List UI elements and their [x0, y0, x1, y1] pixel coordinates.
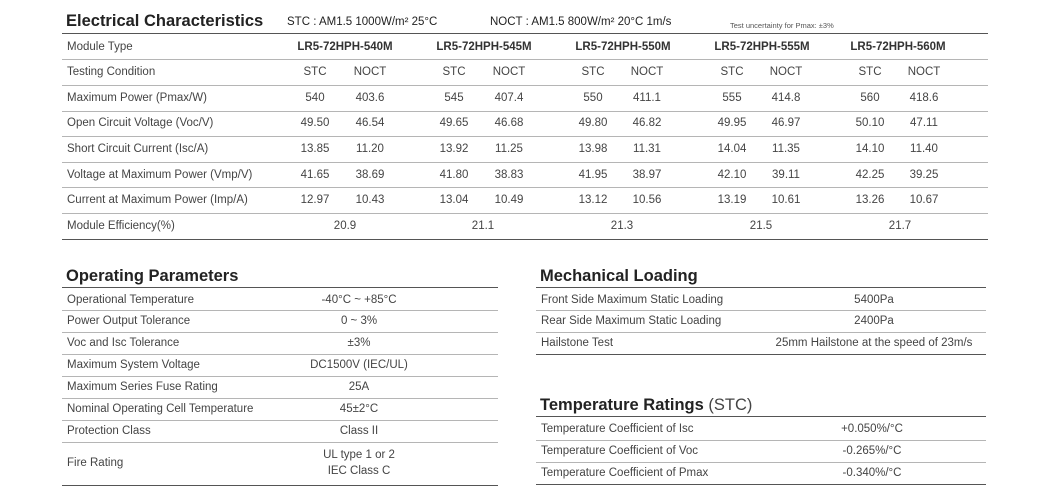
spec-value: 46.68 [494, 117, 524, 130]
spec-value: 13.85 [300, 142, 330, 155]
row-divider [536, 310, 986, 311]
spec-value: 403.6 [355, 91, 385, 104]
electrical-title: Electrical Characteristics [66, 12, 264, 30]
spec-value: 46.54 [355, 117, 385, 130]
spec-value: 42.25 [855, 168, 885, 181]
spec-row-label: Open Circuit Voltage (Voc/V) [67, 117, 214, 130]
spec-value: 407.4 [494, 91, 524, 104]
mechanical-value: 5400Pa [854, 293, 894, 306]
spec-value: 49.50 [300, 117, 330, 130]
row-divider [62, 213, 988, 214]
spec-value: 13.12 [578, 194, 608, 207]
efficiency-value: 21.7 [888, 219, 912, 232]
row-divider [62, 398, 498, 399]
row-divider [62, 310, 498, 311]
spec-value: 46.82 [632, 117, 662, 130]
spec-value: 13.04 [439, 194, 469, 207]
mechanical-top-rule [536, 287, 986, 288]
spec-value: 39.11 [772, 168, 800, 181]
operating-title: Operating Parameters [66, 267, 239, 285]
operating-bottom-rule [62, 485, 498, 486]
operating-label: Protection Class [67, 424, 151, 437]
spec-value: 13.19 [717, 194, 747, 207]
spec-value: 47.11 [910, 117, 938, 130]
spec-row-label: Maximum Power (Pmax/W) [67, 91, 207, 104]
model-header: LR5-72HPH-545M [436, 40, 532, 53]
model-header: LR5-72HPH-560M [850, 40, 946, 53]
row-divider [536, 484, 986, 485]
temperature-label: Temperature Coefficient of Pmax [541, 466, 709, 479]
operating-value: Class II [339, 424, 379, 437]
spec-value: 46.97 [771, 117, 801, 130]
operating-value: ±3% [347, 337, 371, 350]
spec-value: 418.6 [909, 91, 939, 104]
efficiency-value: 21.3 [610, 219, 634, 232]
operating-top-rule [62, 287, 498, 288]
row-divider [62, 59, 988, 60]
spec-value: 414.8 [771, 91, 801, 104]
spec-value: 555 [722, 91, 742, 104]
spec-value: 560 [860, 91, 880, 104]
row-divider [62, 332, 498, 333]
electrical-bottom-rule [62, 239, 988, 240]
spec-value: 42.10 [717, 168, 747, 181]
row-divider [536, 440, 986, 441]
operating-label: Maximum Series Fuse Rating [67, 381, 218, 394]
testing-condition-value: STC [858, 66, 882, 79]
spec-value: 550 [583, 91, 603, 104]
model-header: LR5-72HPH-555M [714, 40, 810, 53]
spec-value: 14.04 [717, 142, 747, 155]
spec-value: 10.43 [355, 194, 385, 207]
testing-condition-value: NOCT [353, 66, 387, 79]
row-divider [62, 442, 498, 443]
spec-value: 13.92 [439, 142, 469, 155]
operating-label: Operational Temperature [67, 293, 194, 306]
spec-value: 41.95 [578, 168, 608, 181]
spec-value: 10.49 [494, 194, 524, 207]
test-uncertainty-note: Test uncertainty for Pmax: ±3% [730, 21, 834, 30]
testing-condition-value: STC [442, 66, 466, 79]
row-divider [62, 376, 498, 377]
mechanical-label: Hailstone Test [541, 337, 614, 350]
testing-condition-label: Testing Condition [67, 66, 156, 79]
operating-label: Voc and Isc Tolerance [67, 337, 180, 350]
operating-value: -40°C ~ +85°C [321, 293, 397, 306]
testing-condition-value: NOCT [630, 66, 664, 79]
spec-value: 13.98 [578, 142, 608, 155]
spec-row-label: Short Circuit Current (Isc/A) [67, 142, 209, 155]
spec-row-label: Current at Maximum Power (Imp/A) [67, 194, 248, 207]
row-divider [62, 420, 498, 421]
spec-value: 11.25 [495, 142, 523, 155]
temperature-value: -0.340%/°C [842, 466, 902, 479]
fire-rating-line: IEC Class C [327, 465, 391, 477]
noct-conditions: NOCT : AM1.5 800W/m² 20°C 1m/s [490, 16, 672, 28]
temperature-label: Temperature Coefficient of Isc [541, 423, 694, 435]
operating-label: Power Output Tolerance [67, 315, 191, 328]
module-type-label: Module Type [67, 40, 133, 53]
fire-rating-label: Fire Rating [67, 457, 124, 469]
spec-value: 545 [444, 91, 464, 104]
stc-conditions: STC : AM1.5 1000W/m² 25°C [287, 16, 438, 28]
row-divider [62, 136, 988, 137]
mechanical-label: Front Side Maximum Static Loading [541, 293, 724, 306]
spec-value: 41.65 [300, 168, 330, 181]
spec-value: 12.97 [300, 194, 330, 207]
row-divider [62, 162, 988, 163]
spec-value: 41.80 [439, 168, 469, 181]
spec-value: 49.65 [439, 117, 469, 130]
spec-value: 11.35 [772, 142, 800, 155]
spec-value: 411.1 [633, 91, 661, 104]
row-divider [536, 354, 986, 355]
row-divider [62, 85, 988, 86]
testing-condition-value: STC [720, 66, 744, 79]
temperature-value: +0.050%/°C [841, 423, 903, 435]
efficiency-label: Module Efficiency(%) [67, 219, 175, 232]
operating-value: 45±2°C [339, 403, 379, 415]
electrical-top-rule [62, 33, 988, 34]
spec-value: 13.26 [855, 194, 885, 207]
mechanical-value: 2400Pa [854, 315, 894, 328]
spec-value: 14.10 [855, 142, 885, 155]
spec-value: 38.69 [355, 168, 385, 181]
row-divider [62, 354, 498, 355]
model-header: LR5-72HPH-550M [575, 40, 671, 53]
spec-value: 38.83 [494, 168, 524, 181]
testing-condition-value: STC [303, 66, 327, 79]
spec-value: 540 [305, 91, 325, 104]
operating-value: DC1500V (IEC/UL) [310, 359, 408, 372]
operating-label: Nominal Operating Cell Temperature [67, 403, 254, 415]
mechanical-title: Mechanical Loading [540, 267, 698, 285]
operating-value: 0 ~ 3% [340, 315, 378, 328]
operating-label: Maximum System Voltage [67, 359, 200, 372]
spec-value: 50.10 [855, 117, 885, 130]
temperature-title: Temperature Ratings (STC) [540, 396, 753, 414]
spec-value: 11.20 [356, 142, 384, 155]
efficiency-value: 21.5 [749, 219, 773, 232]
testing-condition-value: NOCT [907, 66, 941, 79]
row-divider [62, 111, 988, 112]
testing-condition-value: STC [581, 66, 605, 79]
testing-condition-value: NOCT [492, 66, 526, 79]
spec-value: 10.61 [771, 194, 801, 207]
spec-value: 38.97 [632, 168, 662, 181]
temperature-top-rule [536, 416, 986, 417]
spec-value: 10.67 [909, 194, 939, 207]
mechanical-value: 25mm Hailstone at the speed of 23m/s [775, 337, 973, 350]
spec-value: 11.40 [910, 142, 938, 155]
temperature-label: Temperature Coefficient of Voc [541, 444, 699, 457]
model-header: LR5-72HPH-540M [297, 40, 393, 53]
row-divider [536, 462, 986, 463]
spec-row-label: Voltage at Maximum Power (Vmp/V) [67, 168, 253, 181]
testing-condition-value: NOCT [769, 66, 803, 79]
fire-rating-value [323, 447, 395, 479]
temperature-value: -0.265%/°C [842, 444, 902, 457]
row-divider [536, 332, 986, 333]
spec-value: 10.56 [632, 194, 662, 207]
spec-value: 11.31 [633, 142, 661, 155]
operating-value: 25A [348, 381, 370, 394]
spec-value: 49.95 [717, 117, 747, 130]
efficiency-value: 20.9 [333, 219, 357, 232]
spec-value: 49.80 [578, 117, 608, 130]
fire-rating-line: UL type 1 or 2 [323, 449, 395, 461]
row-divider [62, 187, 988, 188]
efficiency-value: 21.1 [471, 219, 495, 232]
spec-value: 39.25 [909, 168, 939, 181]
mechanical-label: Rear Side Maximum Static Loading [541, 315, 722, 328]
